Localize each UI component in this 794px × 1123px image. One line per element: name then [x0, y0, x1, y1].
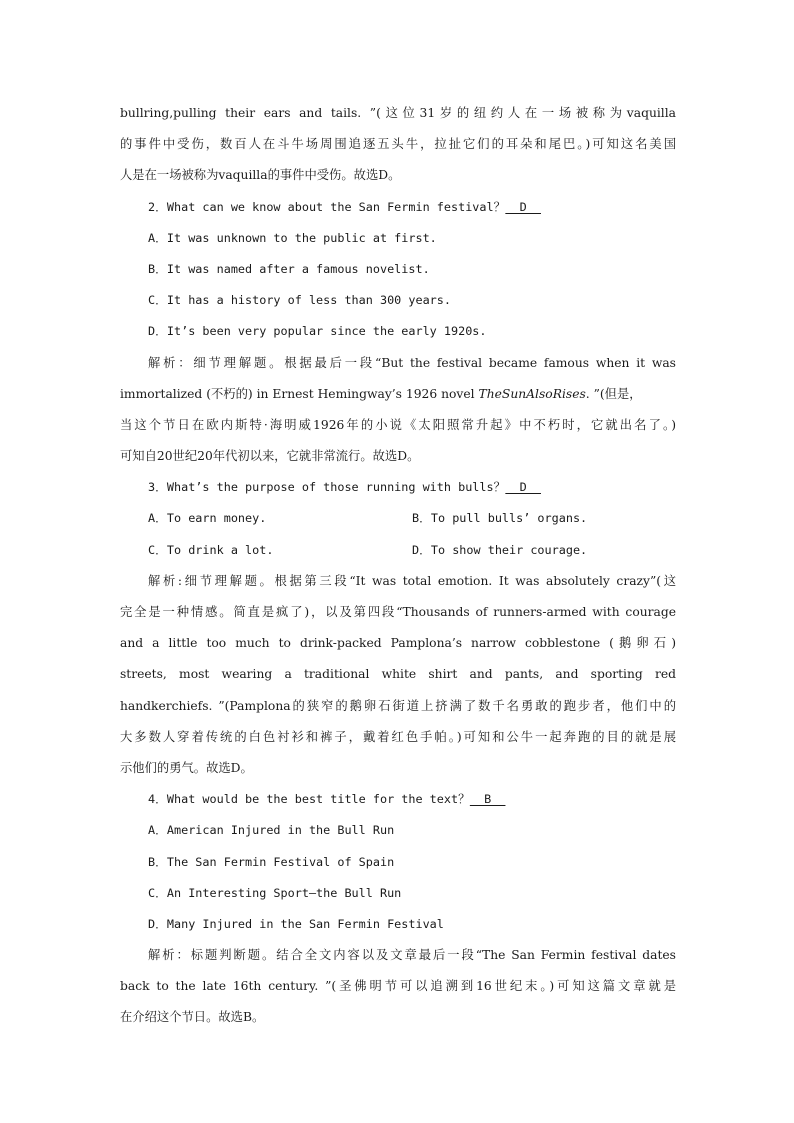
answer-blank: __B__: [469, 792, 506, 807]
option-b: B．The San Fermin Festival of Spain: [148, 854, 395, 869]
question-prompt: 2．What can we know about the San Fermin festival？: [148, 199, 506, 214]
analysis-line: 在介绍这个节日。故选B。: [120, 1010, 265, 1025]
analysis-line: bullring,pulling their ears and tails. ”(这位31岁的纽约人在一场被称为vaquilla: [120, 106, 676, 120]
option-c: C．An Interesting Sport—the Bull Run: [148, 885, 402, 900]
analysis-line: 完全是一种情感。简直是疯了)，以及第四段“Thousands of runners-armed with courage: [120, 605, 676, 619]
analysis-line: streets, most wearing a traditional white shirt and pants, and sporting red: [120, 667, 676, 682]
option-a: A．To earn money.: [148, 511, 267, 526]
analysis-line: 示他们的勇气。故选D。: [120, 760, 253, 775]
option-c: C．It has a history of less than 300 years.: [148, 293, 451, 308]
answer-blank: __D__: [505, 480, 541, 495]
answer-blank: __D__: [505, 199, 541, 214]
analysis-line: 大多数人穿着传统的白色衬衫和裤子，戴着红色手帕。)可知和公牛一起奔跑的目的就是展: [120, 729, 676, 744]
option-b: B．To pull bulls’ organs.: [412, 511, 588, 526]
analysis-line: [120, 379, 676, 410]
option-row: [120, 503, 676, 534]
analysis-line: handkerchiefs. ”(Pamplona的狭窄的鹅卵石街道上挤满了数千名勇敢的跑步者，他们中的: [120, 698, 676, 713]
option-d: D．To show their courage.: [412, 542, 588, 557]
question-prompt: 3．What’s the purpose of those running with bulls？: [148, 480, 506, 495]
question-2: [120, 192, 676, 223]
analysis-line: 解析:细节理解题。根据第三段“It was total emotion. It was absolutely crazy”(这: [148, 573, 676, 588]
document-page: [120, 98, 676, 1034]
option-d: D．Many Injured in the San Fermin Festival: [148, 916, 444, 931]
option-d: D．It’s been very popular since the early 1920s.: [148, 324, 487, 339]
option-c: C．To drink a lot.: [148, 542, 274, 557]
analysis-line: 人是在一场被称为vaquilla的事件中受伤。故选D。: [120, 168, 401, 183]
option-row: [120, 535, 676, 566]
book-title: TheSunAlsoRises: [478, 386, 586, 401]
option-a: A．It was unknown to the public at first.: [148, 230, 437, 245]
question-4: [120, 784, 676, 815]
option-a: A．American Injured in the Bull Run: [148, 823, 395, 838]
analysis-text: . ”(但是，: [585, 386, 642, 401]
analysis-text: immortalized (不朽的) in Ernest Hemingway’s 1926 novel: [120, 386, 479, 401]
analysis-line: and a little too much to drink-packed Pamplona’s narrow cobblestone (鹅卵石): [120, 636, 676, 651]
option-b: B．It was named after a famous novelist.: [148, 261, 430, 276]
analysis-line: 可知自20世纪20年代初以来，它就非常流行。故选D。: [120, 449, 420, 464]
analysis-line: 解析：标题判断题。结合全文内容以及文章最后一段“The San Fermin festival dates: [148, 948, 676, 963]
analysis-line: 的事件中受伤，数百人在斗牛场周围追逐五头牛，拉扯它们的耳朵和尾巴。)可知这名美国: [120, 137, 676, 152]
analysis-line: 解析：细节理解题。根据最后一段“But the festival became famous when it was: [148, 355, 676, 370]
question-prompt: 4．What would be the best title for the text？: [148, 792, 470, 807]
question-3: [120, 472, 676, 503]
analysis-line: back to the late 16th century. ”(圣佛明节可以追溯到16世纪末。)可知这篇文章就是: [120, 979, 676, 994]
analysis-line: 当这个节日在欧内斯特·海明威1926年的小说《太阳照常升起》中不朽时，它就出名了。): [120, 417, 676, 432]
